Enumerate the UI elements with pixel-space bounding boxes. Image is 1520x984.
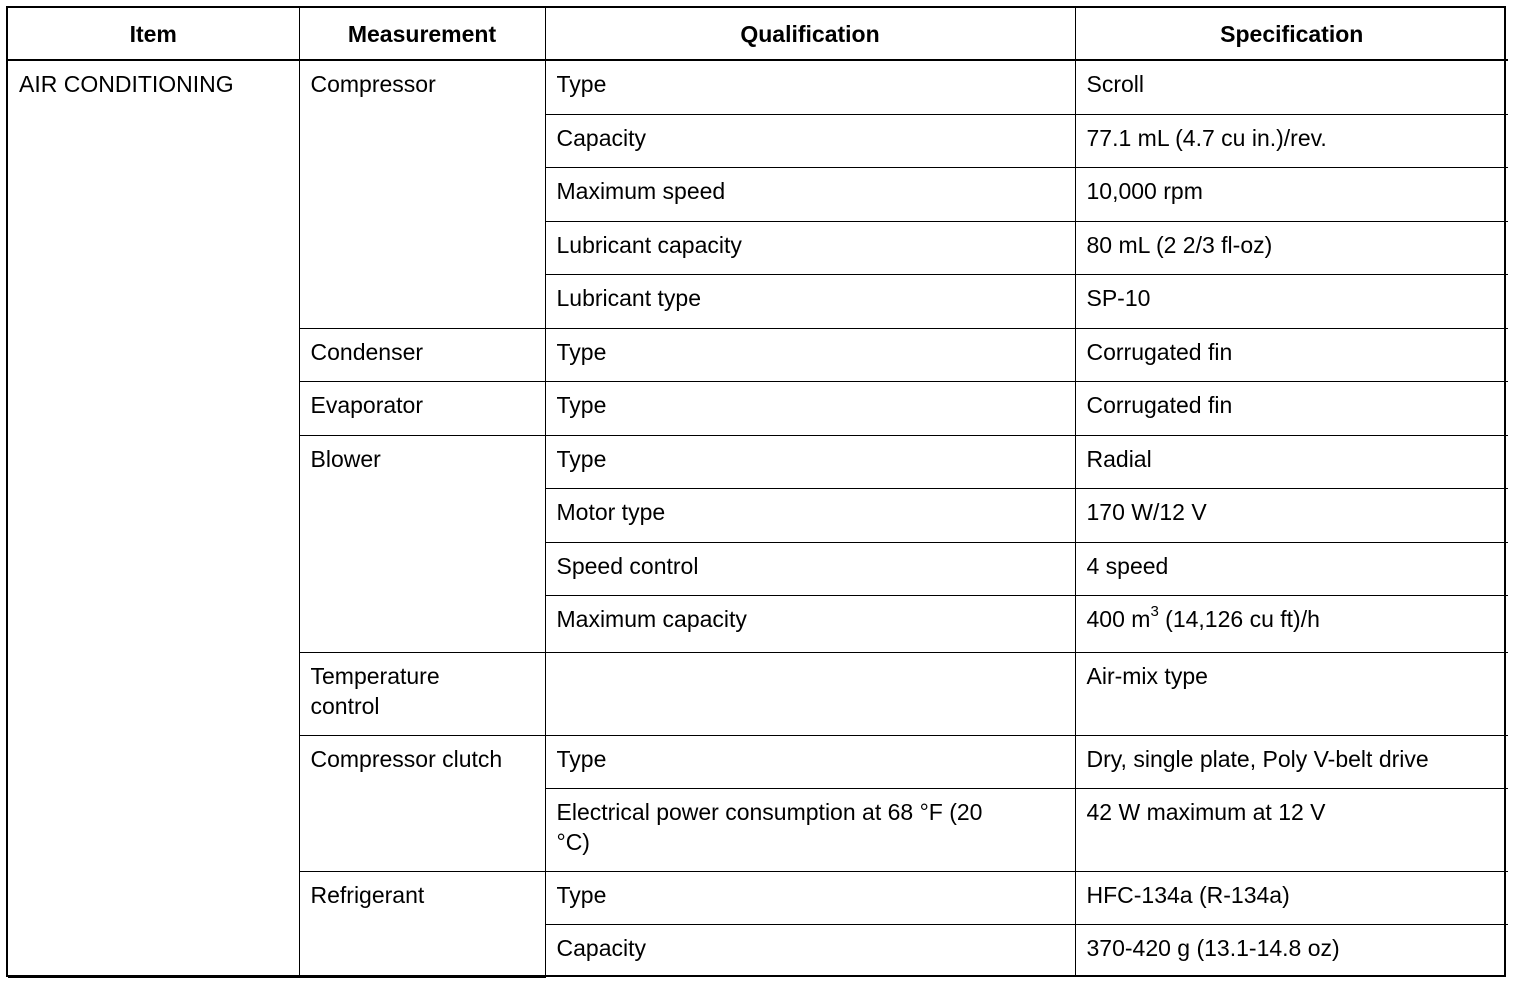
specification-cell: Corrugated fin (1075, 381, 1508, 435)
qualification-cell: Type (545, 871, 1075, 924)
spec-text: 400 m (1086, 605, 1151, 632)
qualification-cell (545, 788, 1075, 871)
specification-cell: 370-420 g (13.1-14.8 oz) (1075, 924, 1508, 977)
measurement-cell: Condenser (299, 328, 545, 381)
specification-cell: Air-mix type (1075, 652, 1508, 735)
specification-cell: Scroll (1075, 60, 1508, 114)
specification-cell: 10,000 rpm (1075, 167, 1508, 221)
qualification-cell: Type (545, 328, 1075, 381)
specification-cell (1075, 595, 1508, 652)
header-row (8, 8, 1508, 60)
header-specification: Specification (1075, 8, 1508, 60)
measurement-cell: Compressor (299, 60, 545, 328)
specification-cell: Dry, single plate, Poly V-belt drive (1075, 735, 1508, 788)
measurement-line: control (310, 692, 380, 719)
spec-text: (14,126 cu ft)/h (1158, 605, 1320, 632)
specification-cell: SP-10 (1075, 274, 1508, 328)
specification-cell: 77.1 mL (4.7 cu in.)/rev. (1075, 114, 1508, 167)
qualification-line: Electrical power consumption at 68 °F (20 (556, 798, 983, 825)
qualification-cell: Motor type (545, 488, 1075, 542)
specification-cell: HFC-134a (R-134a) (1075, 871, 1508, 924)
specification-cell: 4 speed (1075, 542, 1508, 595)
header-item: Item (8, 8, 299, 60)
specification-cell: 170 W/12 V (1075, 488, 1508, 542)
spec-table-container (6, 6, 1506, 977)
header-qualification: Qualification (545, 8, 1075, 60)
measurement-line: Temperature (310, 662, 440, 689)
qualification-cell: Type (545, 381, 1075, 435)
measurement-cell: Compressor clutch (299, 735, 545, 871)
specification-cell: 80 mL (2 2/3 fl-oz) (1075, 221, 1508, 274)
qualification-line: °C) (556, 828, 590, 855)
qualification-cell: Maximum capacity (545, 595, 1075, 652)
qualification-cell: Lubricant capacity (545, 221, 1075, 274)
qualification-cell: Type (545, 60, 1075, 114)
measurement-cell: Evaporator (299, 381, 545, 435)
measurement-cell: Blower (299, 435, 545, 652)
specification-cell: 42 W maximum at 12 V (1075, 788, 1508, 871)
header-measurement: Measurement (299, 8, 545, 60)
qualification-cell: Type (545, 435, 1075, 488)
qualification-cell: Type (545, 735, 1075, 788)
item-cell: AIR CONDITIONING (8, 60, 299, 977)
table-row (8, 60, 1508, 114)
superscript: 3 (1150, 602, 1159, 620)
spec-table (8, 8, 1508, 978)
qualification-cell: Lubricant type (545, 274, 1075, 328)
measurement-cell (299, 652, 545, 735)
specification-cell: Radial (1075, 435, 1508, 488)
qualification-cell: Capacity (545, 924, 1075, 977)
qualification-cell (545, 652, 1075, 735)
measurement-cell: Refrigerant (299, 871, 545, 977)
qualification-cell: Capacity (545, 114, 1075, 167)
qualification-cell: Speed control (545, 542, 1075, 595)
qualification-cell: Maximum speed (545, 167, 1075, 221)
specification-cell: Corrugated fin (1075, 328, 1508, 381)
